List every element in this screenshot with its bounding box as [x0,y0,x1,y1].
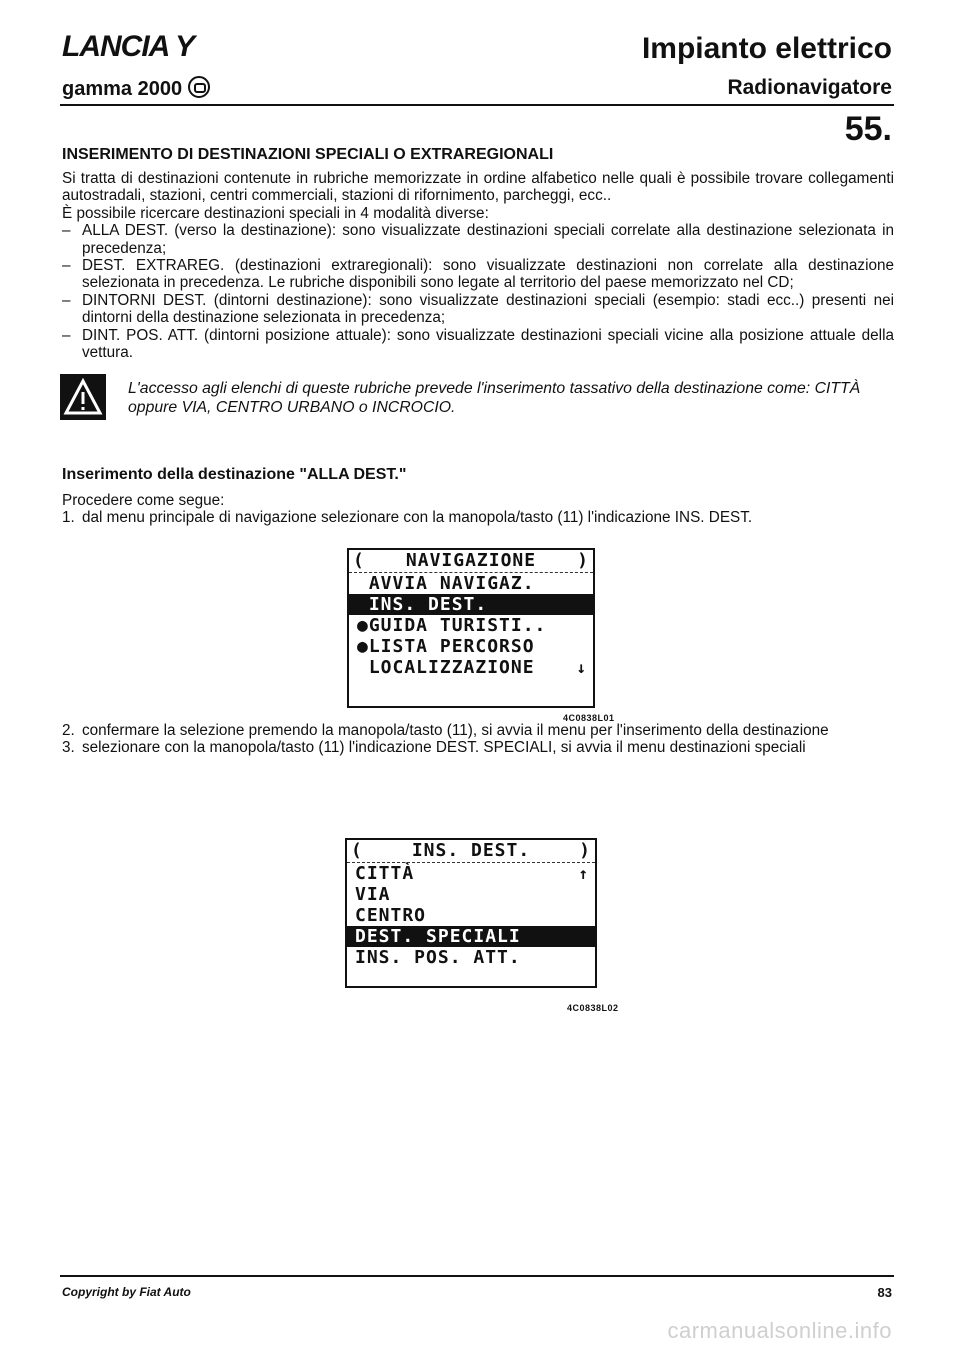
page-number: 83 [877,1285,892,1300]
menu-row-last [349,657,593,678]
range-label [62,76,210,101]
section-title: Impianto elettrico [641,32,892,65]
page-code: 55. [844,110,892,148]
copyright: Copyright by Fiat Auto [62,1285,191,1299]
menu-row: VIA [355,884,391,905]
scroll-down-arrow-icon: ↓ [576,658,587,677]
subheading: Inserimento della destinazione "ALLA DEST." [62,466,407,483]
step-number: 3. [62,739,75,757]
step-text: confermare la selezione premendo la manopola/tasto (11), si avvia il menu per l'inserimento della destinazione [82,722,829,739]
list-item: – DINT. POS. ATT. (dintorni posizione attuale): sono visualizzate destinazioni speciali vicine alla posizione attuale della vettura. [62,327,894,362]
step-text: selezionare con la manopola/tasto (11) l'indicazione DEST. SPECIALI, si avvia il menu destinazioni speciali [82,739,806,757]
engine-symbol-icon [188,76,210,98]
step-list [62,509,894,526]
menu-row: CENTRO [355,905,427,926]
warning-triangle-icon [60,374,106,420]
footer-rule [60,1275,894,1277]
screen-title: ( NAVIGAZIONE ) [349,550,593,573]
menu-row-text: CITTÀ [355,863,415,884]
subsection-title: Radionavigatore [727,76,892,99]
warning-text: L'accesso agli elenchi di queste rubriche prevede l'inserimento tassativo della destinazione come: CITTÀ oppure VIA, CENTRO URBANO o INCROCIO. [128,380,861,416]
intro-paragraph-1: Si tratta di destinazioni contenute in rubriche memorizzate in ordine alfabetico nelle quali è possibile trovare collegamenti autostradali, stazioni, centri commerciali, stazioni di rifornimento, parcheggi, ecc.. [62,170,894,205]
step-item [62,509,894,526]
destination-menu-screen [345,838,597,988]
scroll-up-arrow-icon: ↑ [578,864,589,883]
range-text: gamma 2000 [62,78,183,100]
navigation-menu-screen [347,548,595,708]
modes-list [62,222,894,361]
list-item: – ALLA DEST. (verso la destinazione): sono visualizzate destinazioni speciali correlate alla destinazione selezionata in precedenza; [62,222,894,257]
watermark: carmanualsonline.info [667,1318,892,1343]
figure-code: 4C0838L02 [567,1003,619,1013]
menu-row-text: LOCALIZZAZIONE [357,657,535,678]
menu-row: INS. POS. ATT. [355,947,521,968]
step-number: 1. [62,509,75,527]
menu-row: ●GUIDA TURISTI.. [357,615,547,636]
step-item [62,722,894,739]
procedure-intro: Procedere come segue: [62,492,225,509]
step-number: 2. [62,722,75,739]
menu-row: AVVIA NAVIGAZ. [357,573,535,594]
step-list [62,722,894,757]
procedure-steps-1 [62,492,894,527]
menu-row-selected: DEST. SPECIALI [347,926,595,947]
intro-block [62,170,894,361]
step-item [62,739,894,756]
menu-row: ●LISTA PERCORSO [357,636,535,657]
screen-title: ( INS. DEST. ) [347,840,595,863]
menu-row-first [347,863,595,884]
menu-row-selected: INS. DEST. [349,594,593,615]
brand-title: LANCIA Y [62,30,195,63]
section-heading: INSERIMENTO DI DESTINAZIONI SPECIALI O EXTRAREGIONALI [62,146,554,163]
intro-paragraph-2: È possibile ricercare destinazioni speciali in 4 modalità diverse: [62,204,489,222]
list-item: – DINTORNI DEST. (dintorni destinazione): sono visualizzate destinazioni speciali (esempio: stadi ecc..) presenti nei dintorni della destinazione selezionata in precedenza; [62,292,894,327]
procedure-steps-2 [62,722,894,757]
figure-code: 4C0838L01 [563,713,615,723]
list-item: – DEST. EXTRAREG. (destinazioni extraregionali): sono visualizzate destinazioni non correlate alla destinazione selezionata in precedenza. Le rubriche disponibili sono legate al territorio del paese memorizzato nel CD; [62,257,894,292]
header-rule [60,104,894,106]
step-text: dal menu principale di navigazione selezionare con la manopola/tasto (11) l'indicazione INS. DEST. [82,509,753,527]
